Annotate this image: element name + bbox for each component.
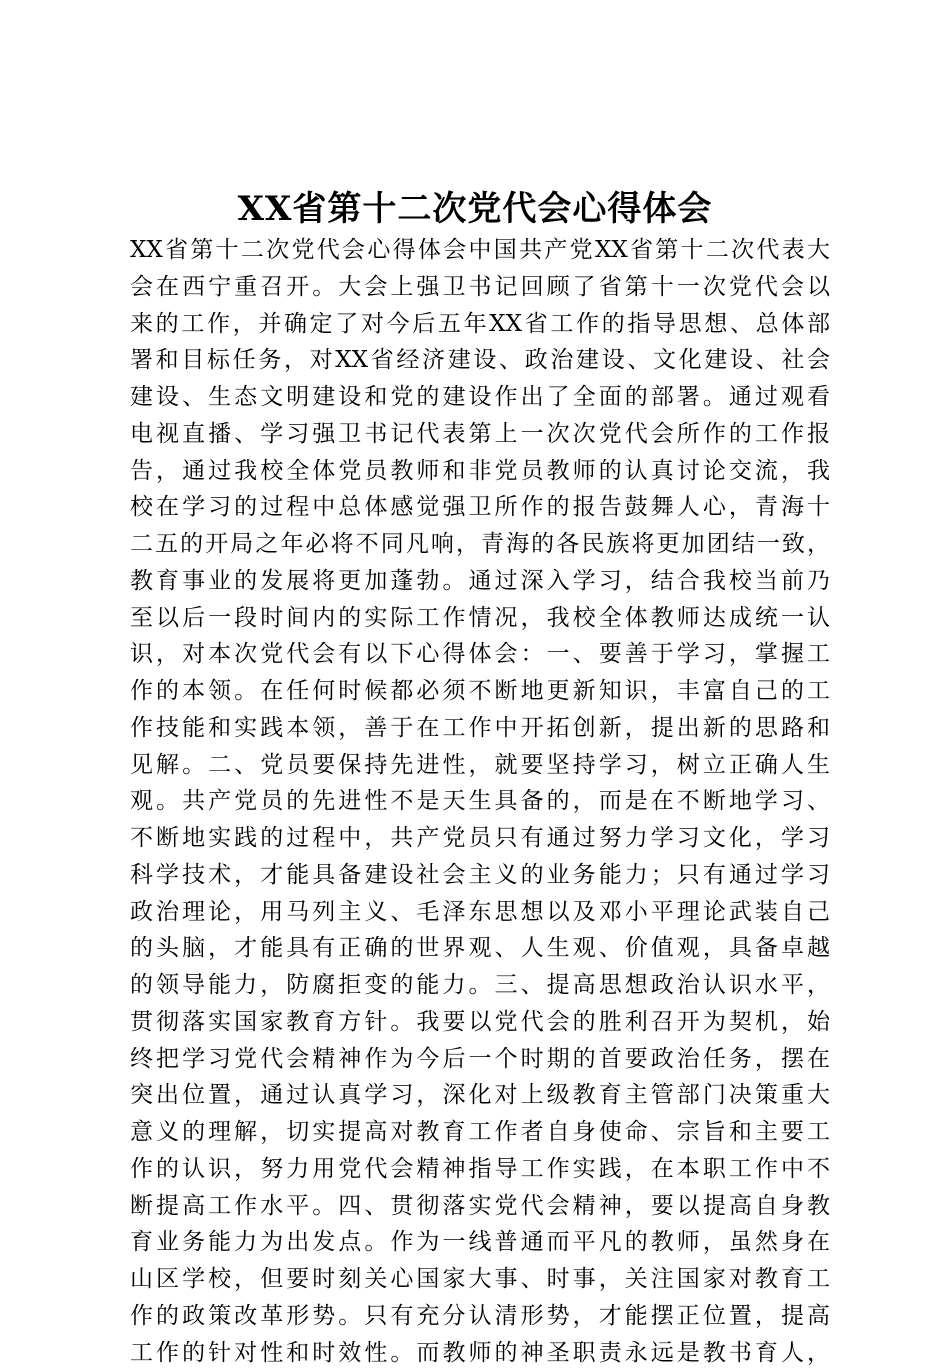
body-line: 的头脑，才能具有正确的世界观、人生观、价值观，具备卓越	[130, 930, 830, 967]
body-line: 山区学校，但要时刻关心国家大事、时事，关注国家对教育工	[130, 1261, 830, 1298]
body-line: 贯彻落实国家教育方针。我要以党代会的胜利召开为契机，始	[130, 1004, 830, 1041]
body-line: 告，通过我校全体党员教师和非党员教师的认真讨论交流，我	[130, 453, 830, 490]
body-line: 二五的开局之年必将不同凡响，青海的各民族将更加团结一致，	[130, 526, 830, 563]
body-line: 科学技术，才能具备建设社会主义的业务能力；只有通过学习	[130, 857, 830, 894]
body-line: 会在西宁重召开。大会上强卫书记回顾了省第十一次党代会以	[130, 269, 830, 306]
body-line: 育业务能力为出发点。作为一线普通而平凡的教师，虽然身在	[130, 1224, 830, 1261]
body-line: 不断地实践的过程中，共产党员只有通过努力学习文化，学习	[130, 820, 830, 857]
body-line: 观。共产党员的先进性不是天生具备的，而是在不断地学习、	[130, 783, 830, 820]
body-line: 来的工作，并确定了对今后五年XX省工作的指导思想、总体部	[130, 306, 830, 343]
body-line: 电视直播、学习强卫书记代表第上一次次党代会所作的工作报	[130, 416, 830, 453]
body-line: 至以后一段时间内的实际工作情况，我校全体教师达成统一认	[130, 600, 830, 637]
body-line: 作技能和实践本领，善于在工作中开拓创新，提出新的思路和	[130, 710, 830, 747]
body-line: 作的认识，努力用党代会精神指导工作实践，在本职工作中不	[130, 1151, 830, 1188]
document-title: XX省第十二次党代会心得体会	[0, 186, 950, 232]
body-line: 的领导能力，防腐拒变的能力。三、提高思想政治认识水平，	[130, 967, 830, 1004]
body-line: XX省第十二次党代会心得体会中国共产党XX省第十二次代表大	[130, 232, 830, 269]
body-line: 意义的理解，切实提高对教育工作者自身使命、宗旨和主要工	[130, 1114, 830, 1151]
body-line: 作的本领。在任何时候都必须不断地更新知识，丰富自己的工	[130, 673, 830, 710]
body-line: 校在学习的过程中总体感觉强卫所作的报告鼓舞人心，青海十	[130, 489, 830, 526]
body-line: 政治理论，用马列主义、毛泽东思想以及邓小平理论武装自己	[130, 894, 830, 931]
body-line: 识，对本次党代会有以下心得体会：一、要善于学习，掌握工	[130, 636, 830, 673]
body-line: 断提高工作水平。四、贯彻落实党代会精神，要以提高自身教	[130, 1188, 830, 1225]
body-line: 教育事业的发展将更加蓬勃。通过深入学习，结合我校当前乃	[130, 563, 830, 600]
body-line: 终把学习党代会精神作为今后一个时期的首要政治任务，摆在	[130, 1041, 830, 1078]
body-line: 见解。二、党员要保持先进性，就要坚持学习，树立正确人生	[130, 747, 830, 784]
body-line: 突出位置，通过认真学习，深化对上级教育主管部门决策重大	[130, 1077, 830, 1114]
document-body	[130, 232, 830, 1371]
body-line: 作的政策改革形势。只有充分认清形势，才能摆正位置，提高	[130, 1298, 830, 1335]
body-line: 建设、生态文明建设和党的建设作出了全面的部署。通过观看	[130, 379, 830, 416]
body-line: 署和目标任务，对XX省经济建设、政治建设、文化建设、社会	[130, 342, 830, 379]
body-line: 工作的针对性和时效性。而教师的神圣职责永远是教书育人，	[130, 1335, 830, 1371]
